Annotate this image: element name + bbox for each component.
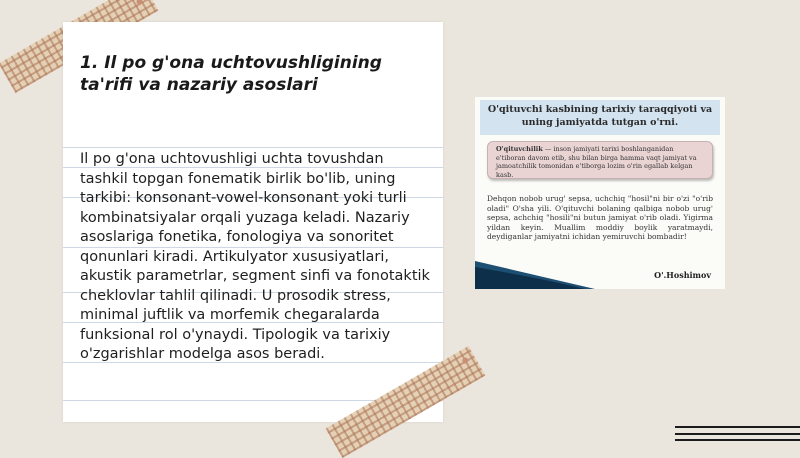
book-heading: O'qituvchi kasbining tarixiy taraqqiyoti va uning jamiyatda tutgan o'rni. <box>480 100 720 135</box>
slide-title: 1. Il po g'ona uchtovushligining ta'rifi va nazariy asoslari <box>80 53 382 95</box>
slide-paper <box>63 22 443 422</box>
paper-rule <box>63 147 443 148</box>
deco-line <box>675 433 800 435</box>
pin-dot <box>135 0 143 6</box>
quote-paragraph: Dehqon nobob urug' sepsa, uchchiq "hosil"ni bir o'zi "o'rib oladi" O'sha yili. O'qituvchi bolaning qalbiga nobob urug' sepsa, achchiq "hosili"ni butun jamiyat o'rib oladi. Yigirma yildan keyin. Muallim moddiy boylik yaratmaydi, deydiganlar jamiyatni ichidan yemiruvchi bombadir! <box>487 194 713 241</box>
pin-dot <box>461 356 469 364</box>
definition-box <box>487 141 713 179</box>
deco-line <box>675 426 800 428</box>
definition-text: — inson jamiyati tarixi boshlanganidan e'tiboran davom etib, shu bilan birga hamma vaqt jamiyat va jamoatchilik tomonidan e'tiborga lozim o'rin egallab kelgan kasb. <box>496 145 697 179</box>
quote-author: O'.Hoshimov <box>654 270 711 280</box>
definition-term: O'qituvchilik <box>496 145 543 153</box>
slide-body-text: Il po g'ona uchtovushligi uchta tovushdan tashkil topgan fonematik birlik bo'lib, uning tarkibi: konsonant-vowel-konsonant yoki turli kombinatsiyalar orqali yuzaga keladi. Nazariy asoslariga fonetika, fonologiya va sonoritet qonunlari kiradi. Artikulyator xususiyatlari, akustik parametrlar, segment sinfi va fonotaktik cheklovlar tahlil qilinadi. U prosodik stress, minimal juftlik va morfemik chegaralarda funksional rol o'ynaydi. Tipologik va tarixiy o'zgarishlar modelga asos beradi. <box>80 151 430 362</box>
book-page-image <box>475 97 725 289</box>
decorative-lines <box>675 424 800 444</box>
deco-line <box>675 439 800 441</box>
